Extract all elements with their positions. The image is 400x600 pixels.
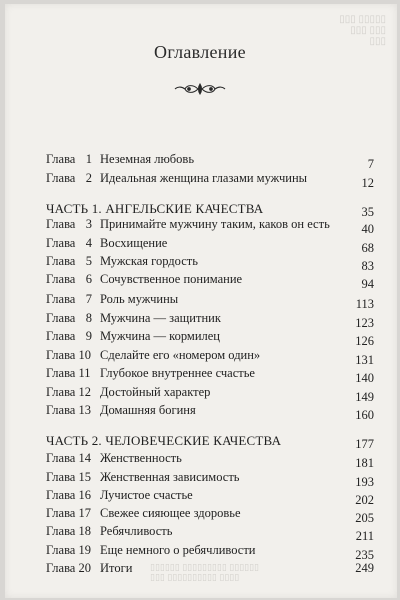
chapter-label: Глава 17 [46,506,91,520]
chapter-page: 160 [355,408,374,422]
chapter-title: Неземная любовь [100,152,195,166]
toc-entry[interactable] [36,468,392,489]
chapter-page: 40 [361,222,374,236]
chapter-page: 181 [355,456,374,470]
chapter-number: 5 [85,254,92,268]
chapter-title: Восхищение [100,236,168,250]
chapter-title: Принимайте мужчину таким, каков он есть [100,217,330,231]
chapter-label: Глава [46,236,76,250]
chapter-label: Глава [46,152,76,166]
chapter-title: Лучистое счастье [100,488,193,502]
chapter-page: 113 [355,297,374,311]
chapter-label: Глава 16 [46,488,91,502]
toc-entry[interactable] [36,290,392,311]
chapter-label: Глава 20 [46,561,91,575]
chapter-label: Глава 19 [46,543,91,557]
chapter-title: Сочувственное понимание [100,272,243,286]
chapter-number: 2 [85,171,92,185]
chapter-label: Глава [46,292,76,306]
chapter-title: Женственность [100,451,182,465]
part-title: ЧАСТЬ 2. ЧЕЛОВЕЧЕСКИЕ КАЧЕСТВА [46,433,282,448]
chapter-page: 140 [355,371,374,385]
toc-title: Оглавление [154,42,246,62]
chapter-label: Глава 13 [46,403,91,417]
chapter-title: Мужская гордость [100,254,198,268]
chapter-title: Сделайте его «номером один» [100,348,261,362]
chapter-title: Мужчина — защитник [100,311,221,325]
toc-entry[interactable] [36,327,392,348]
chapter-label: Глава 15 [46,470,91,484]
chapter-number: 1 [85,152,92,166]
chapter-title: Свежее сияющее здоровье [100,506,241,520]
toc-entry[interactable] [36,364,392,385]
chapter-title: Мужчина — кормилец [100,329,221,343]
chapter-page: 211 [355,529,374,543]
toc-entry[interactable] [36,346,392,367]
show-through-top-right: ▯▯▯ ▯▯▯▯▯ ▯▯▯ ▯▯▯ ▯▯▯ [339,14,386,47]
chapter-title: Роль мужчины [100,292,179,306]
toc-entry[interactable] [36,383,392,404]
chapter-page: 83 [361,259,374,273]
chapter-number: 4 [85,236,92,250]
part-page: 177 [355,437,374,451]
chapter-label: Глава 12 [46,385,91,399]
chapter-label: Глава [46,254,76,268]
chapter-page: 94 [361,277,374,291]
part-heading[interactable] [46,432,392,450]
chapter-page: 126 [355,334,374,348]
chapter-title: Еще немного о ребячливости [100,543,256,557]
chapter-label: Глава [46,272,76,286]
toc-entry[interactable] [36,522,392,543]
toc-entry[interactable] [36,234,392,255]
chapter-page: 235 [355,548,374,562]
toc-entry[interactable] [36,504,392,525]
chapter-title: Женственная зависимость [100,470,240,484]
chapter-label: Глава 14 [46,451,91,465]
toc-entry[interactable] [36,401,392,422]
toc-entry[interactable] [36,309,392,330]
toc-entry[interactable] [36,449,392,470]
chapter-title: Достойный характер [100,385,211,399]
chapter-page: 7 [367,157,374,171]
chapter-title: Итоги [100,561,133,575]
chapter-page: 205 [355,511,374,525]
chapter-page: 193 [355,475,374,489]
toc-entry[interactable] [36,169,392,190]
chapter-title: Домашняя богиня [100,403,196,417]
chapter-number: 3 [85,217,92,231]
toc-entry[interactable] [36,559,392,577]
chapter-number: 7 [85,292,92,306]
chapter-number: 8 [85,311,92,325]
chapter-page: 202 [355,493,374,507]
chapter-label: Глава 10 [46,348,91,362]
toc-entry[interactable] [36,252,392,273]
part-title: ЧАСТЬ 1. АНГЕЛЬСКИЕ КАЧЕСТВА [46,201,264,216]
chapter-title: Глубокое внутреннее счастье [100,366,255,380]
toc-entry[interactable] [36,150,392,171]
toc-entry[interactable] [36,270,392,291]
toc-entry[interactable] [36,541,392,562]
show-through-bottom: ▯▯▯▯▯▯ ▯▯▯▯▯▯▯▯▯ ▯▯▯▯▯▯ ▯▯▯ ▯▯▯▯▯▯▯▯▯▯ ▯▯▯▯ [150,562,260,582]
toc-entry[interactable] [36,486,392,507]
chapter-label: Глава 11 [46,366,91,380]
part-page: 35 [361,205,374,219]
chapter-number: 6 [85,272,92,286]
chapter-label: Глава [46,329,76,343]
chapter-page: 68 [361,241,374,255]
chapter-number: 9 [85,329,92,343]
chapter-page: 12 [361,176,374,190]
chapter-label: Глава [46,217,76,231]
chapter-page: 131 [355,353,374,367]
chapter-title: Ребячливость [100,524,173,538]
chapter-label: Глава [46,311,76,325]
chapter-page: 149 [355,390,374,404]
chapter-page: 123 [355,316,374,330]
chapter-label: Глава [46,171,76,185]
toc-entry[interactable] [36,215,392,236]
chapter-label: Глава 18 [46,524,91,538]
chapter-page: 249 [355,561,374,575]
chapter-title: Идеальная женщина глазами мужчины [100,171,308,185]
